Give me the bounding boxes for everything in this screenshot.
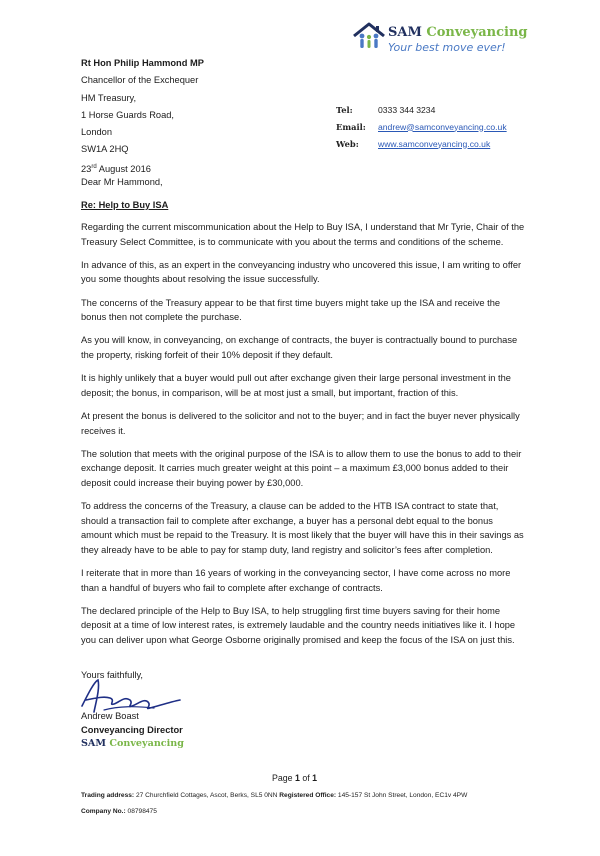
letter-date (81, 159, 204, 178)
office-address: 145-157 St John Street, London, EC1v 4PW (336, 792, 468, 799)
office-label: Registered Office: (279, 792, 337, 799)
signer-block (81, 710, 184, 751)
page-current: 1 (295, 773, 300, 783)
web-label: Web: (336, 138, 359, 149)
footer-company (81, 808, 157, 815)
contact-tel-row (336, 101, 507, 118)
recipient-org: HM Treasury, (81, 92, 137, 103)
house-family-icon (352, 22, 386, 52)
paragraph: To address the concerns of the Treasury, a clause can be added to the HTB ISA contract to state that, should a transaction fail to complete after exchange, a buyer has a personal debt equal to the bonus amount which must be repaid to the Treasury. It is most likely that the buyer will have this in their savings as they already have to be able to pay for stamp duty, land registry and solicitor’s fees after completion. (81, 501, 524, 555)
logo-brand (388, 25, 528, 40)
logo-tagline: Your best move ever! (388, 41, 506, 54)
company-logo (352, 22, 528, 62)
recipient-name: Rt Hon Philip Hammond MP (81, 58, 204, 68)
logo-brand-first: SAM (388, 25, 422, 40)
email-link[interactable]: andrew@samconveyancing.co.uk (378, 121, 507, 132)
contact-block (336, 101, 507, 152)
salutation: Dear Mr Hammond, (81, 177, 163, 187)
paragraph: The concerns of the Treasury appear to be that first time buyers might take up the ISA and receive the bonus then not complete the purchase. (81, 297, 501, 323)
page-prefix: Page (272, 773, 295, 783)
letter-body (81, 220, 526, 656)
trading-address: 27 Churchfield Cottages, Ascot, Berks, SL5 0NN (134, 792, 280, 799)
contact-email-row (336, 118, 507, 135)
date-suffix: rd (91, 163, 97, 170)
signer-title: Conveyancing Director (81, 724, 183, 735)
contact-web-row (336, 135, 507, 152)
recipient-city: London (81, 127, 113, 138)
signer-company-first: SAM (81, 738, 106, 750)
trading-label: Trading address: (81, 792, 135, 799)
paragraph: I reiterate that in more than 16 years of working in the conveyancing sector, I have come across no more than a handful of buyers who fail to complete after exchange of contracts. (81, 568, 511, 593)
paragraph: The solution that meets with the original purpose of the ISA is to allow them to use the bonus to add to their exchange deposit. It carries much greater weight at this point – a maximum £3,000 bonus added to their deposit could increase their buying power by £30,000. (81, 448, 522, 488)
page-number (272, 773, 317, 783)
date-rest: August 2016 (96, 163, 151, 174)
recipient-title: Chancellor of the Exchequer (81, 75, 199, 86)
paragraph: At present the bonus is delivered to the solicitor and not to the buyer; and in fact the buyer never physically receives it. (81, 410, 520, 436)
paragraph: In advance of this, as an expert in the conveyancing industry who uncovered this issue, I am writing to offer you some thoughts about resolving the issue successfully. (81, 259, 522, 285)
paragraph: It is highly unlikely that a buyer would pull out after exchange given their large personal investment in the deposit; the bonus, in comparison, will be at most just a small, but important, fraction of this. (81, 373, 511, 398)
tel-value: 0333 344 3234 (378, 104, 436, 115)
page-of: of (299, 773, 313, 783)
paragraph: Regarding the current miscommunication about the Help to Buy ISA, I understand that Mr Tyrie, Chair of the Treasury Select Committee, is to communicate with you about the terms and conditions of the scheme. (81, 222, 525, 247)
recipient-street: 1 Horse Guards Road, (81, 109, 175, 120)
page-total: 1 (312, 773, 318, 783)
tel-label: Tel: (336, 104, 353, 115)
closing: Yours faithfully, (81, 670, 144, 680)
company-label: Company No.: (81, 808, 126, 815)
date-day: 23 (81, 163, 92, 174)
recipient-postcode: SW1A 2HQ (81, 144, 129, 155)
web-link[interactable]: www.samconveyancing.co.uk (378, 138, 491, 149)
logo-brand-second: Conveyancing (426, 25, 528, 40)
footer-addresses (81, 792, 467, 799)
signer-name: Andrew Boast (81, 711, 139, 721)
company-number: 08798475 (125, 808, 157, 815)
signer-company-second: Conveyancing (109, 738, 184, 750)
email-label: Email: (336, 121, 366, 132)
paragraph: As you will know, in conveyancing, on exchange of contracts, the buyer is contractually bound to purchase the property, risking forfeit of their 10% deposit if they default. (81, 335, 518, 360)
letter-subject: Re: Help to Buy ISA (81, 200, 169, 210)
signer-company (81, 737, 184, 751)
recipient-address (81, 55, 204, 178)
paragraph: The declared principle of the Help to Buy ISA, to help struggling first time buyers saving for their home deposit at a time of low interest rates, is extremely laudable and the country needs initiatives like it. I hope you can deliver upon what George Osborne originally promised and keep the focus of the ISA on just this. (81, 605, 516, 645)
